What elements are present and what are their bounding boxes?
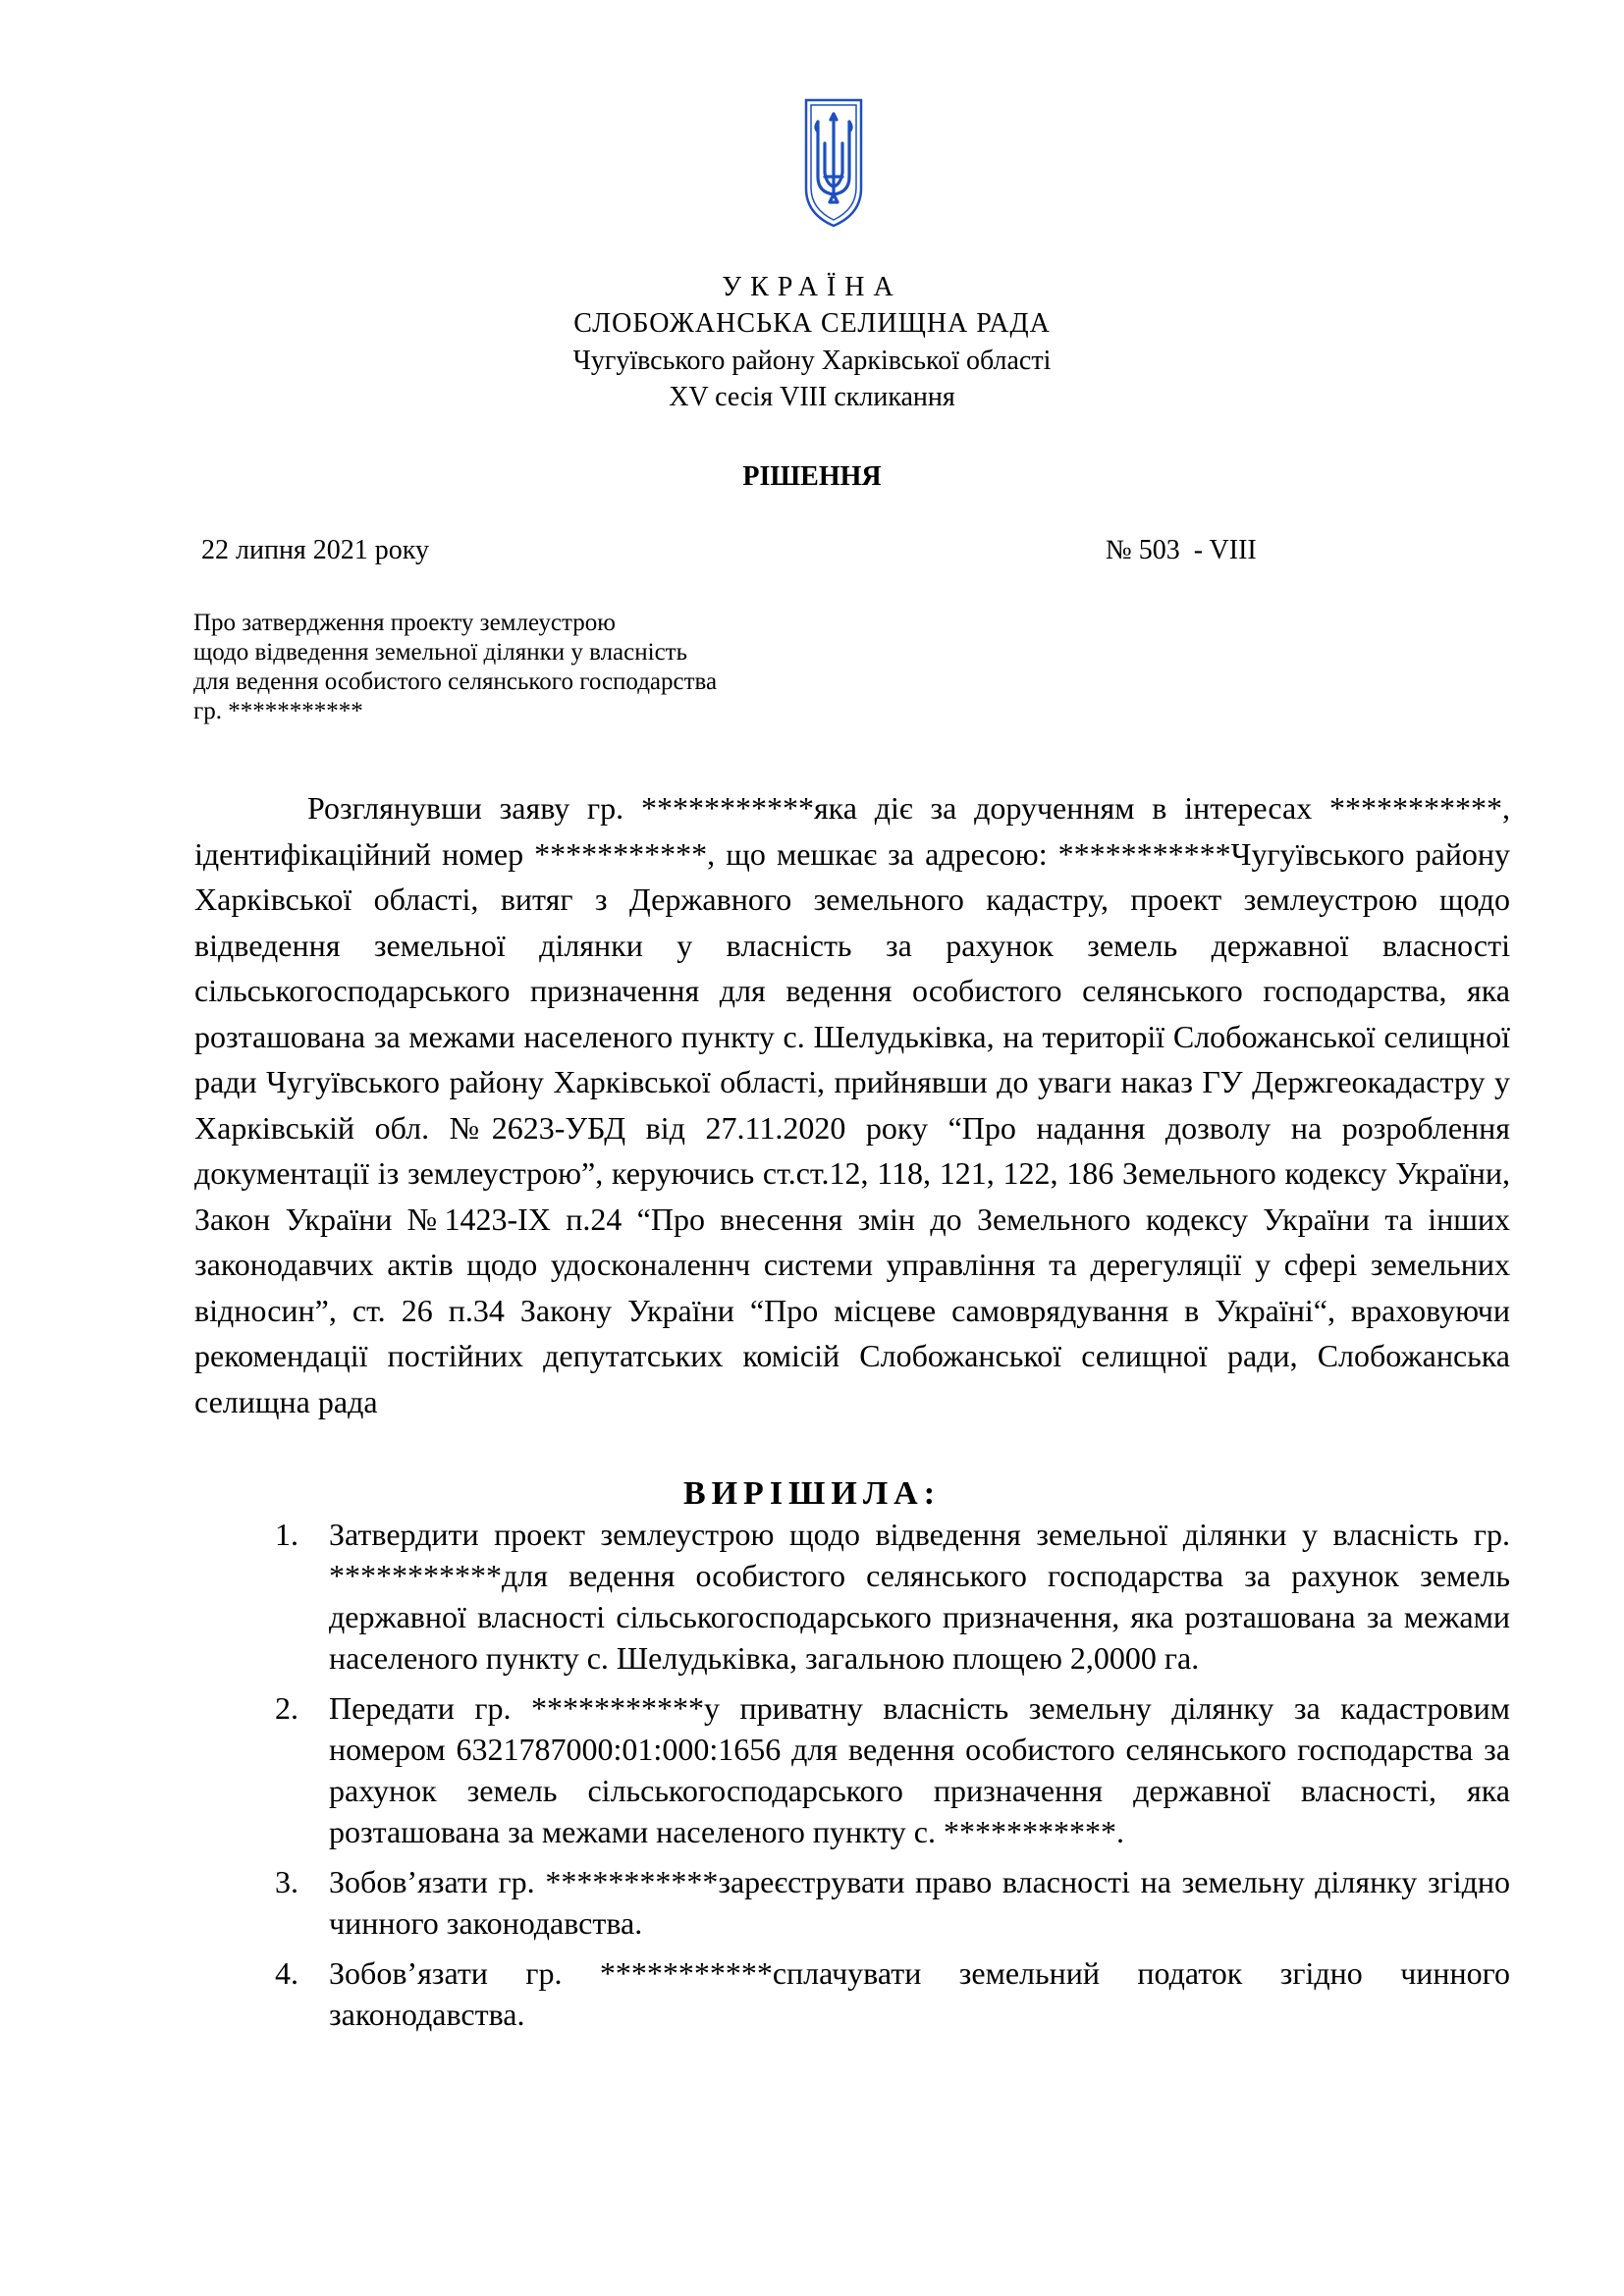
decided-heading: ВИРІШИЛА: xyxy=(682,1475,942,1512)
item-number: 2. xyxy=(275,1690,298,1726)
decision-subject xyxy=(193,609,717,726)
preamble-paragraph xyxy=(194,785,1510,1424)
decision-item xyxy=(275,1861,1510,1944)
preamble-text: Розглянувши заяву гр. ***********яка діє за дорученням в інтересах ***********, ідентифікаційний номер ***********, що мешкає за адресою: ***********Чугуївського району Харківської області, витяг з Державного земельного кадастру, проект землеустрою щодо відведення земельної ділянки у власність за рахунок земель державної власності сільськогосподарського призначення для ведення особистого селянського господарства, яка розташована за межами населеного пункту с. Шелудьківка, на території Слобожанської селищної ради Чугуївського району Харківської області, прийнявши до уваги наказ ГУ Держгеокадастру у Харківській обл. №2623-УБД від 27.11.2020 року “Про надання дозволу на розроблення документації із землеустрою”, керуючись ст.ст.12, 118, 121, 122, 186 Земельного кодексу України, Закон України №1423-IX п.24 “Про внесення змін до Земельного кодексу України та інших законодавчих актів щодо удосконаленнч системи управління та дерегуляції у сфері земельних відносин”, ст. 26 п.34 Закону України “Про місцеве самоврядування в Україні“, враховуючи рекомендації постійних депутатських комісій Слобожанської селищної ради, Слобожанська селищна рада xyxy=(194,790,1510,1419)
subject-line: щодо відведення земельної ділянки у власність xyxy=(193,639,687,666)
item-text: Зобов’язати гр. ***********сплачувати земельний податок згідно чинного законодавства. xyxy=(329,1955,1510,2032)
subject-line: для ведення особистого селянського господарства xyxy=(193,668,718,695)
country-name: УКРАЇНА xyxy=(722,272,902,302)
district-name: Чугуївського району Харківської області xyxy=(572,346,1052,376)
subject-line: Про затвердження проекту землеустрою xyxy=(193,610,616,636)
item-text: Затвердити проект землеустрою щодо відведення земельної ділянки у власність гр. ***********для ведення особистого селянського господарства за рахунок земель державної власності сільськогосподарського призначення, яка розташована за межами населеного пункту с. Шелудьківка, загальною площею 2,0000 га. xyxy=(329,1517,1510,1676)
decision-item xyxy=(275,1952,1510,2035)
council-name: СЛОБОЖАНСЬКА СЕЛИЩНА РАДА xyxy=(573,308,1051,339)
subject-line: гр. *********** xyxy=(193,698,363,724)
decision-items-list xyxy=(275,1514,1510,2044)
item-number: 1. xyxy=(275,1517,298,1552)
decision-number: № 503 - VIII xyxy=(1106,535,1257,565)
document-type-title: РІШЕННЯ xyxy=(742,461,882,492)
item-number: 4. xyxy=(275,1955,298,1991)
trident-coat-of-arms-icon xyxy=(803,94,864,230)
item-text: Передати гр. ***********у приватну власність земельну ділянку за кадастровим номером 6321787000:01:000:1656 для ведення особистого селянського господарства за рахунок земель сільськогосподарського призначення державної власності, яка розташована за межами населеного пункту с. ***********. xyxy=(329,1690,1510,1849)
decision-item xyxy=(275,1514,1510,1679)
item-text: Зобов’язати гр. ***********зареєструвати право власності на земельну ділянку згідно чинного законодавства. xyxy=(329,1864,1510,1941)
decision-date: 22 липня 2021 року xyxy=(201,535,430,565)
item-number: 3. xyxy=(275,1864,298,1899)
decision-item xyxy=(275,1687,1510,1852)
session-info: XV сесія VIII скликання xyxy=(669,382,955,412)
